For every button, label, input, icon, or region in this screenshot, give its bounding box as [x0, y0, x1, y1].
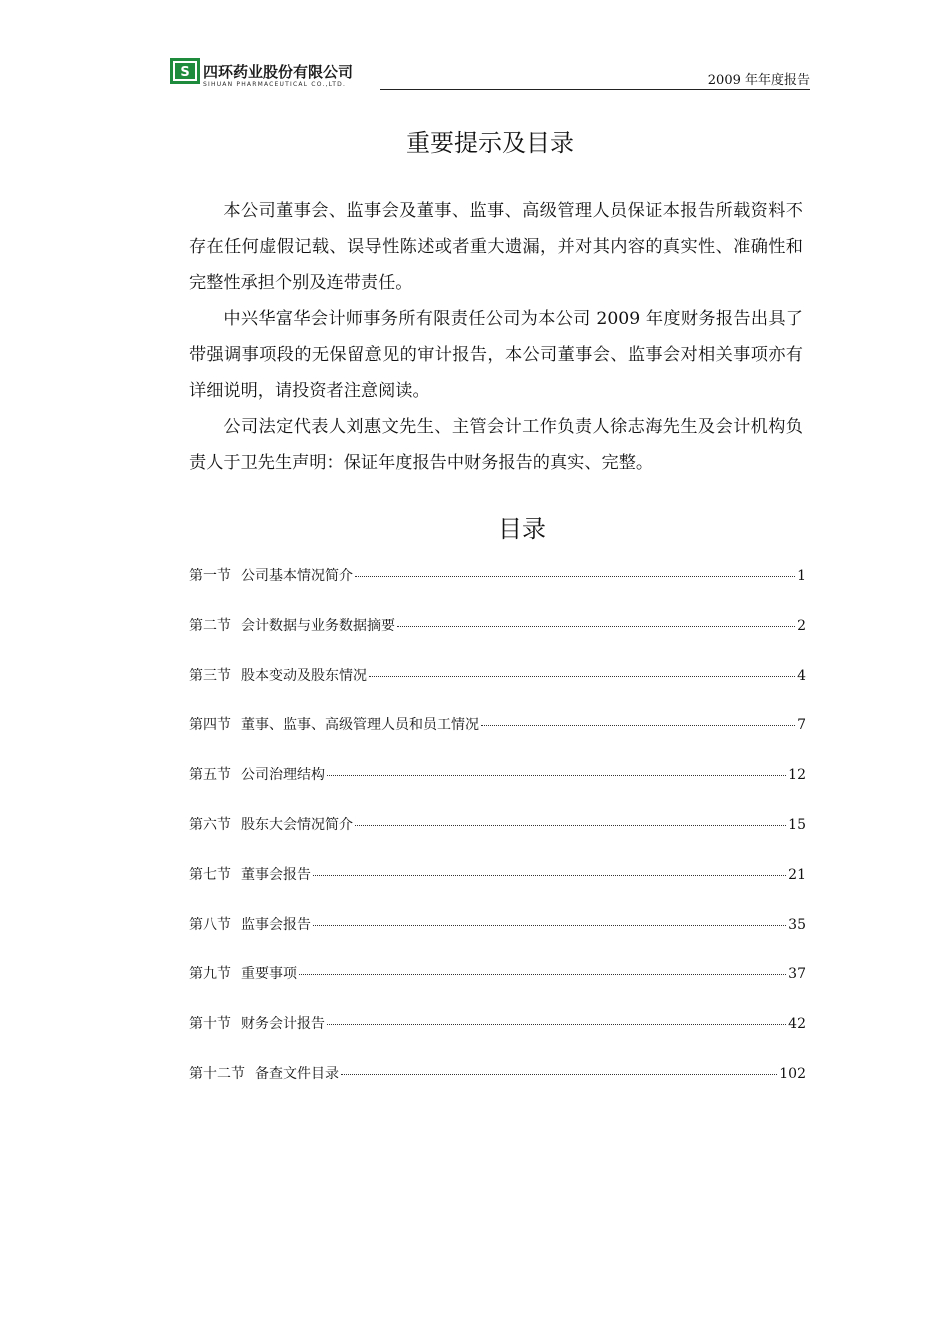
toc-section-name: 重要事项 [241, 966, 297, 983]
toc-page-number: 37 [788, 966, 806, 983]
toc-label [189, 864, 311, 884]
notice-section [189, 193, 803, 481]
toc-page-number: 2 [797, 617, 806, 634]
company-name-cn: 四环药业股份有限公司 [203, 63, 354, 81]
header-divider [380, 89, 810, 90]
notice-paragraph: 本公司董事会、监事会及董事、监事、高级管理人员保证本报告所载资料不存在任何虚假记载、误导性陈述或者重大遗漏，并对其内容的真实性、准确性和完整性承担个别及连带责任。 [189, 201, 803, 293]
toc-page-number: 102 [779, 1065, 806, 1082]
page-title: 重要提示及目录 [406, 129, 574, 157]
toc-label [189, 1063, 339, 1083]
company-logo-icon [170, 58, 200, 84]
toc-page-number: 1 [797, 568, 806, 584]
toc-leader-dots [313, 925, 786, 926]
toc-section-number: 第九节 [189, 966, 231, 983]
toc-leader-dots [327, 775, 786, 776]
notice-paragraph: 公司法定代表人刘惠文先生、主管会计工作负责人徐志海先生及会计机构负责人于卫先生声明：保证年度报告中财务报告的真实、完整。 [189, 417, 803, 473]
toc-leader-dots [355, 576, 795, 577]
toc-item[interactable] [189, 1063, 806, 1113]
toc-page-number: 12 [788, 767, 806, 784]
toc-section-number: 第十节 [189, 1016, 231, 1033]
toc-leader-dots [341, 1074, 777, 1075]
toc-page-number: 4 [797, 667, 806, 684]
toc-section-name: 董事、监事、高级管理人员和员工情况 [241, 717, 479, 734]
toc-leader-dots [355, 825, 786, 826]
toc-label [189, 1013, 325, 1033]
table-of-contents [189, 565, 806, 1113]
toc-label [189, 565, 353, 585]
toc-section-name: 股东大会情况简介 [241, 816, 353, 833]
toc-leader-dots [299, 974, 786, 975]
toc-item[interactable] [189, 565, 806, 615]
toc-item[interactable] [189, 963, 806, 1013]
toc-label [189, 764, 325, 784]
page-header [170, 55, 810, 91]
toc-item[interactable] [189, 764, 806, 814]
toc-section-number: 第七节 [189, 866, 231, 883]
toc-item[interactable] [189, 914, 806, 964]
toc-section-number: 第二节 [189, 617, 231, 634]
toc-label [189, 814, 353, 834]
toc-leader-dots [313, 875, 786, 876]
toc-page-number: 15 [788, 816, 806, 833]
toc-page-number: 21 [788, 866, 806, 883]
toc-page-number: 7 [797, 717, 806, 734]
toc-section-name: 董事会报告 [241, 866, 311, 883]
notice-paragraph: 中兴华富华会计师事务所有限责任公司为本公司 2009 年度财务报告出具了带强调事项段的无保留意见的审计报告，本公司董事会、监事会对相关事项亦有详细说明，请投资者注意阅读。 [189, 309, 803, 401]
report-title: 2009 年年度报告 [707, 73, 810, 88]
toc-page-number: 35 [788, 916, 806, 933]
svg-text:S: S [180, 65, 190, 80]
toc-section-number: 第一节 [189, 568, 231, 584]
toc-section-name: 公司治理结构 [241, 767, 325, 784]
toc-section-name: 公司基本情况简介 [241, 568, 353, 584]
toc-section-name: 财务会计报告 [241, 1016, 325, 1033]
toc-leader-dots [397, 626, 795, 627]
toc-section-number: 第五节 [189, 767, 231, 784]
toc-leader-dots [481, 725, 795, 726]
toc-section-name: 监事会报告 [241, 916, 311, 933]
toc-item[interactable] [189, 665, 806, 715]
toc-label [189, 665, 367, 685]
toc-section-name: 备查文件目录 [255, 1065, 339, 1082]
toc-title: 目录 [498, 515, 546, 543]
toc-section-name: 会计数据与业务数据摘要 [241, 617, 395, 634]
toc-item[interactable] [189, 1013, 806, 1063]
toc-section-number: 第六节 [189, 816, 231, 833]
toc-section-name: 股本变动及股东情况 [241, 667, 367, 684]
toc-leader-dots [327, 1024, 786, 1025]
toc-label [189, 615, 395, 635]
toc-label [189, 914, 311, 934]
toc-leader-dots [369, 676, 795, 677]
company-name-en: SIHUAN PHARMACEUTICAL CO.,LTD. [203, 81, 347, 88]
toc-label [189, 714, 479, 734]
toc-item[interactable] [189, 864, 806, 914]
toc-section-number: 第十二节 [189, 1065, 245, 1082]
toc-section-number: 第四节 [189, 717, 231, 734]
toc-label [189, 963, 297, 983]
toc-section-number: 第八节 [189, 916, 231, 933]
toc-item[interactable] [189, 615, 806, 665]
toc-item[interactable] [189, 714, 806, 764]
toc-section-number: 第三节 [189, 667, 231, 684]
toc-page-number: 42 [788, 1016, 806, 1033]
toc-item[interactable] [189, 814, 806, 864]
